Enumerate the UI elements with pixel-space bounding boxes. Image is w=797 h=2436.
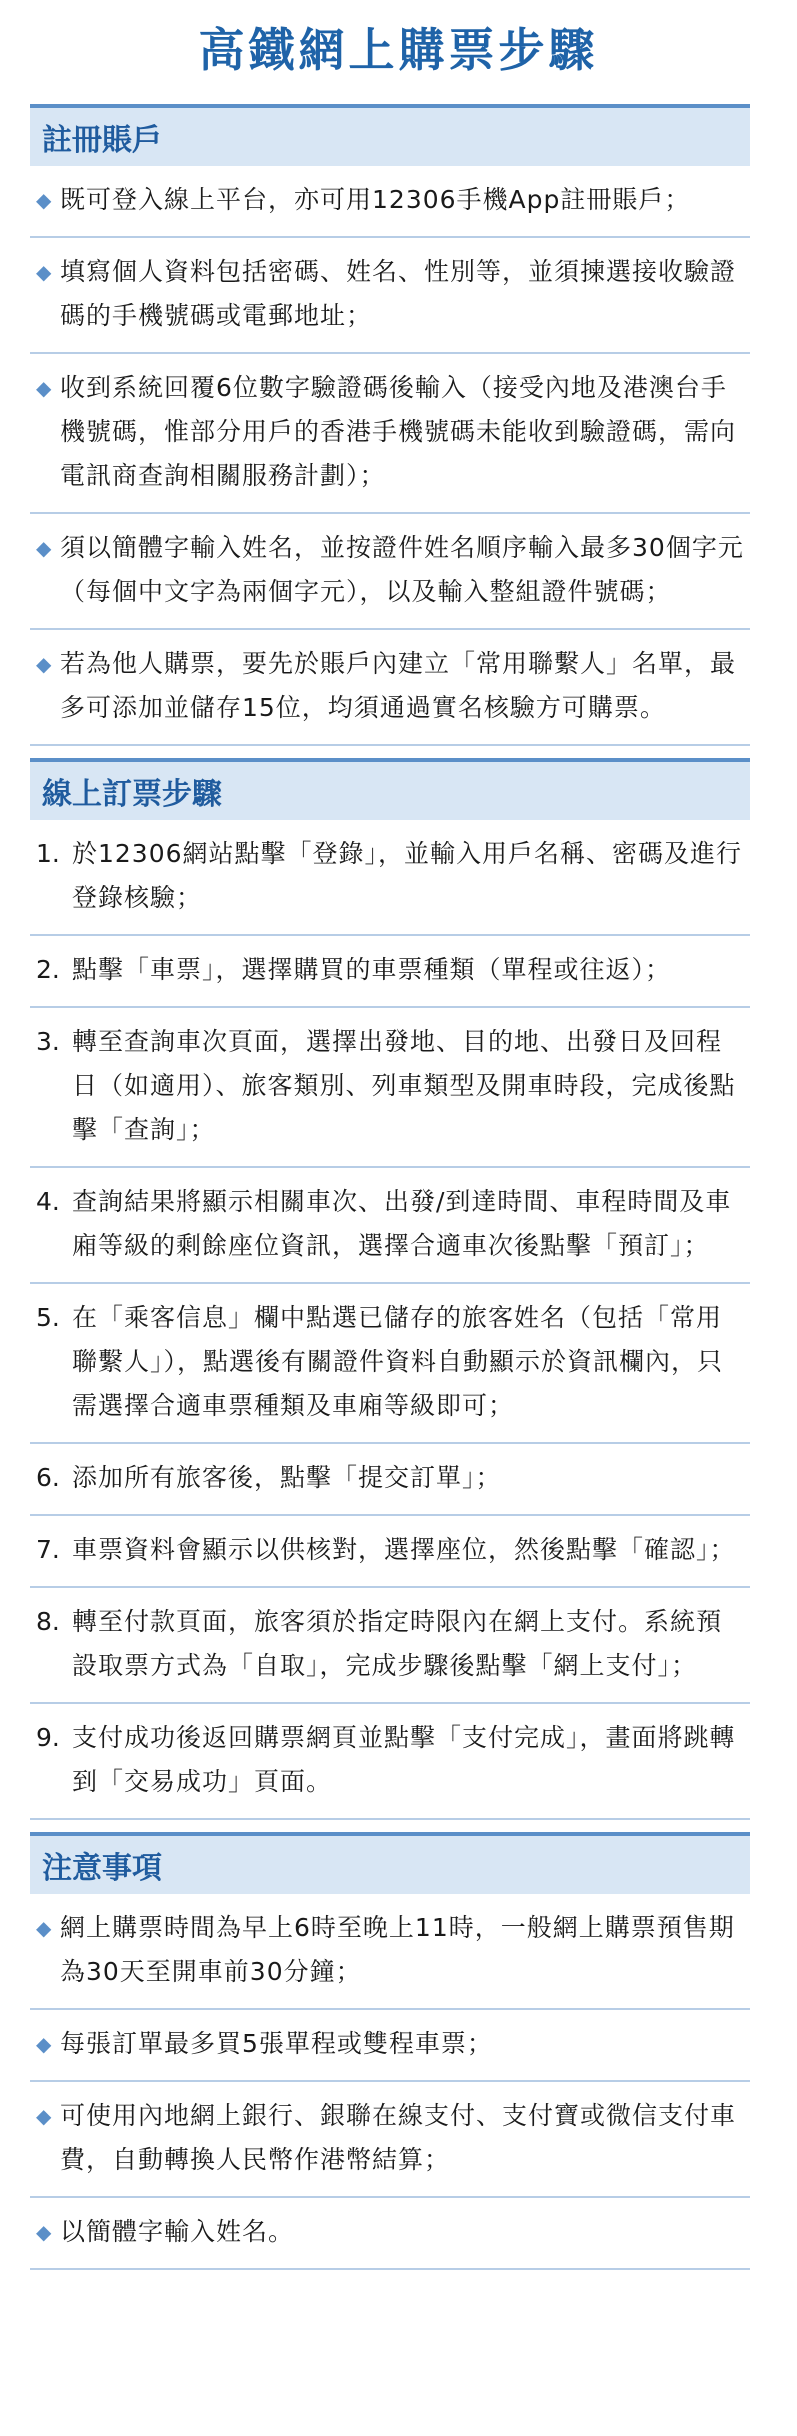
step-text: 查詢結果將顯示相關車次、出發/到達時間、車程時間及車廂等級的剩餘座位資訊，選擇合適車次後點擊「預訂」； [72, 1187, 732, 1260]
step-item [30, 1284, 750, 1444]
diamond-bullet-icon: ◆ [36, 260, 52, 284]
step-item [30, 820, 750, 936]
page-title: 高鐵網上購票步驟 [198, 23, 599, 77]
list-item: ◆ 收到系統回覆6位數字驗證碼後輸入（接受內地及港澳台手機號碼，惟部分用戶的香港手機號碼未能收到驗證碼，需向電訊商查詢相關服務計劃）； [30, 354, 750, 514]
booking-steps-list [30, 820, 750, 1820]
step-number: 2. [36, 955, 60, 984]
step-item [30, 1704, 750, 1820]
section-heading-booking-steps: 線上訂票步驟 [30, 758, 750, 820]
step-number: 8. [36, 1607, 60, 1636]
diamond-bullet-icon: ◆ [36, 536, 52, 560]
step-number: 6. [36, 1463, 60, 1492]
step-number: 7. [36, 1535, 60, 1564]
list-item: ◆ 須以簡體字輸入姓名，並按證件姓名順序輸入最多30個字元（每個中文字為兩個字元），以及輸入整組證件號碼； [30, 514, 750, 630]
diamond-bullet-icon: ◆ [36, 2032, 52, 2056]
step-text: 於12306網站點擊「登錄」，並輸入用戶名稱、密碼及進行登錄核驗； [72, 839, 743, 912]
step-text: 在「乘客信息」欄中點選已儲存的旅客姓名（包括「常用聯繫人」），點選後有關證件資料自動顯示於資訊欄內，只需選擇合適車票種類及車廂等級即可； [72, 1303, 724, 1420]
diamond-bullet-icon: ◆ [36, 2104, 52, 2128]
notes-list [30, 1894, 750, 2270]
register-list [30, 166, 750, 746]
step-text: 添加所有旅客後，點擊「提交訂單」； [72, 1463, 502, 1492]
section-heading-register: 註冊賬戶 [30, 104, 750, 166]
step-item [30, 1008, 750, 1168]
list-item: ◆ 填寫個人資料包括密碼、姓名、性別等，並須揀選接收驗證碼的手機號碼或電郵地址； [30, 238, 750, 354]
diamond-bullet-icon: ◆ [36, 376, 52, 400]
step-text: 點擊「車票」，選擇購買的車票種類（單程或往返）； [72, 955, 672, 984]
diamond-bullet-icon: ◆ [36, 652, 52, 676]
step-item [30, 1444, 750, 1516]
diamond-bullet-icon: ◆ [36, 2220, 52, 2244]
step-item [30, 1588, 750, 1704]
list-item: ◆ 可使用內地網上銀行、銀聯在線支付、支付寶或微信支付車費，自動轉換人民幣作港幣結算； [30, 2082, 750, 2198]
list-item: ◆ 網上購票時間為早上6時至晚上11時，一般網上購票預售期為30天至開車前30分鐘； [30, 1894, 750, 2010]
diamond-bullet-icon: ◆ [36, 1916, 52, 1940]
step-item [30, 936, 750, 1008]
diamond-bullet-icon: ◆ [36, 188, 52, 212]
step-number: 4. [36, 1187, 60, 1216]
list-item: ◆ 以簡體字輸入姓名。 [30, 2198, 750, 2270]
step-item [30, 1516, 750, 1588]
step-number: 5. [36, 1303, 60, 1332]
step-item [30, 1168, 750, 1284]
step-number: 3. [36, 1027, 60, 1056]
step-number: 9. [36, 1723, 60, 1752]
step-text: 轉至付款頁面，旅客須於指定時限內在網上支付。系統預設取票方式為「自取」，完成步驟後點擊「網上支付」； [72, 1607, 723, 1680]
section-heading-notes: 注意事項 [30, 1832, 750, 1894]
step-number: 1. [36, 839, 60, 868]
list-item: ◆ 既可登入線上平台，亦可用12306手機App註冊賬戶； [30, 166, 750, 238]
step-text: 轉至查詢車次頁面，選擇出發地、目的地、出發日及回程日（如適用）、旅客類別、列車類型及開車時段，完成後點擊「查詢」； [72, 1027, 736, 1144]
step-text: 支付成功後返回購票網頁並點擊「支付完成」，畫面將跳轉到「交易成功」頁面。 [72, 1723, 736, 1796]
step-text: 車票資料會顯示以供核對，選擇座位，然後點擊「確認」； [72, 1535, 736, 1564]
list-item: ◆ 若為他人購票，要先於賬戶內建立「常用聯繫人」名單，最多可添加並儲存15位，均須通過實名核驗方可購票。 [30, 630, 750, 746]
list-item: ◆ 每張訂單最多買5張單程或雙程車票； [30, 2010, 750, 2082]
